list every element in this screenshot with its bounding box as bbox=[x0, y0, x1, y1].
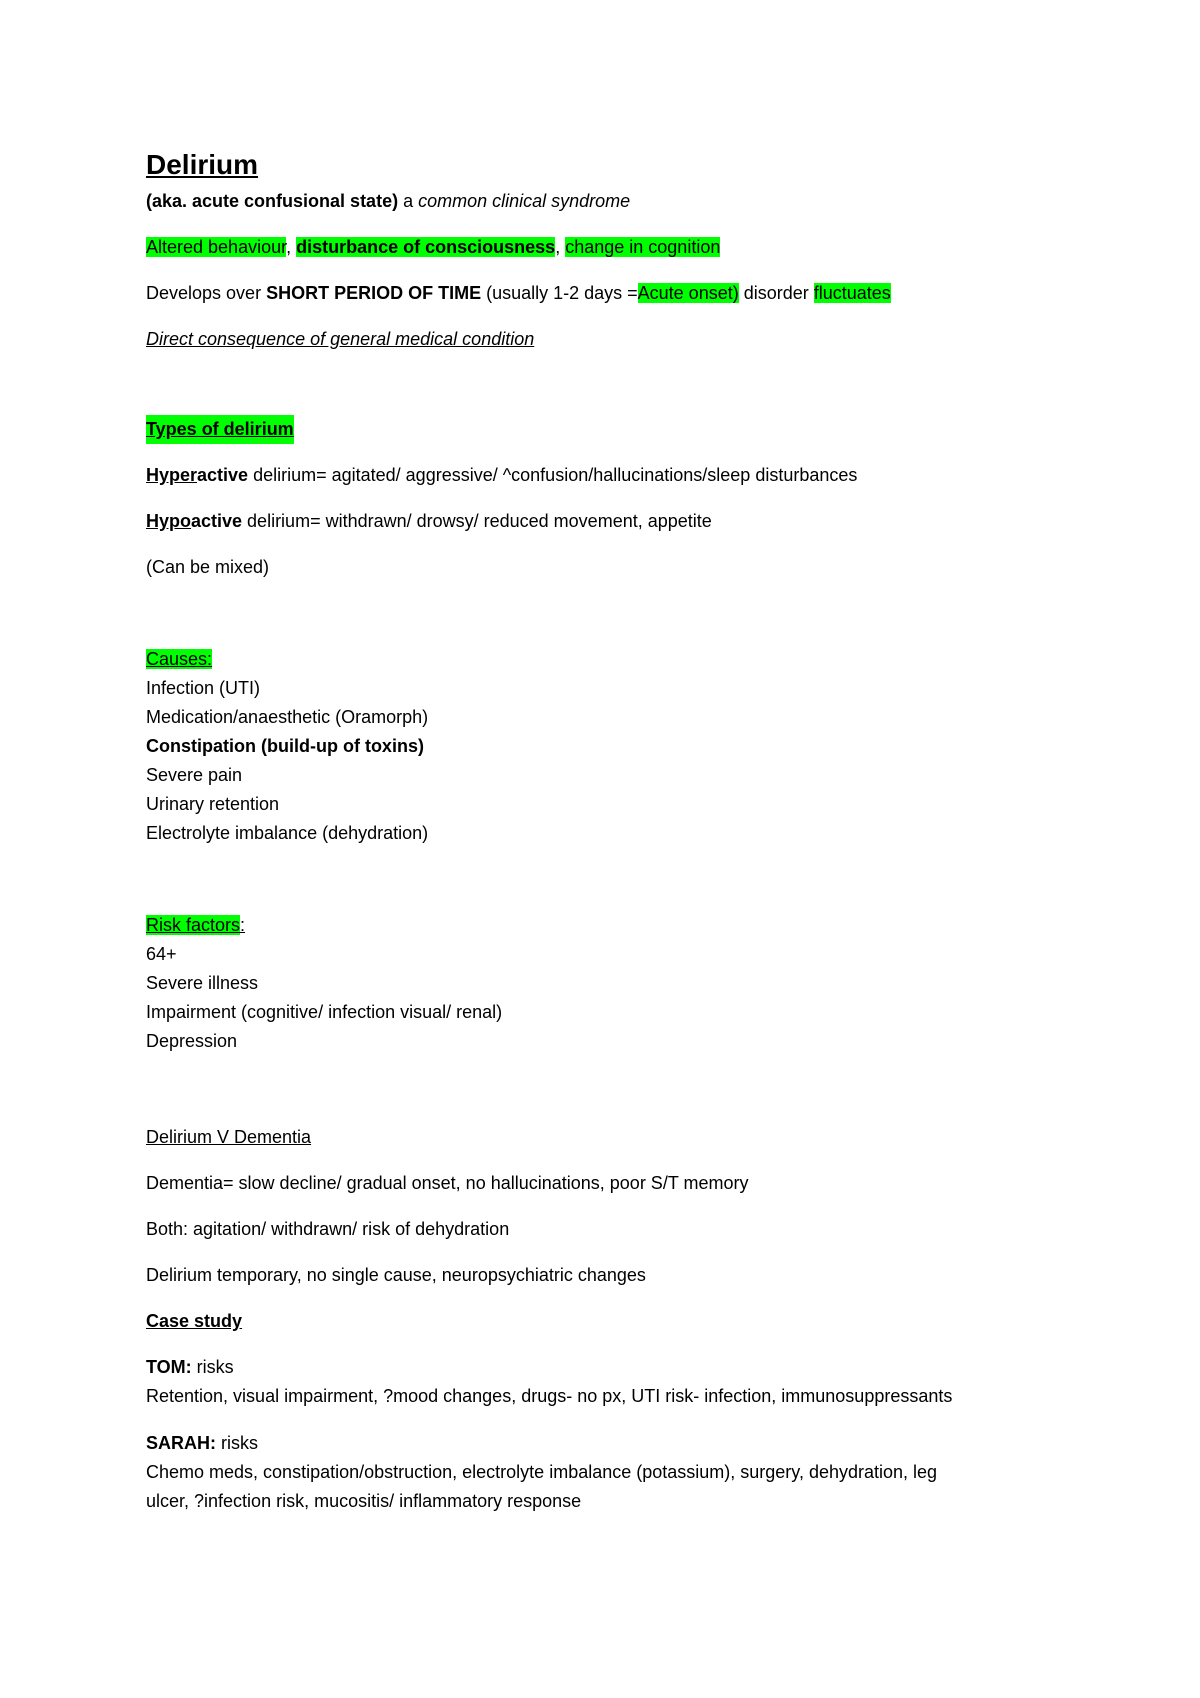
develops-disorder: disorder bbox=[738, 283, 814, 303]
tom-block bbox=[146, 1353, 952, 1411]
list-item: Severe pain bbox=[146, 765, 243, 785]
list-item: Medication/anaesthetic (Oramorph) bbox=[146, 707, 429, 727]
highlight-altered-behaviour: Altered behaviour bbox=[146, 237, 287, 257]
highlight-fluctuates: fluctuates bbox=[813, 283, 891, 303]
risk-heading-colon: : bbox=[240, 915, 246, 935]
highlight-change-cognition: change in cognition bbox=[565, 237, 721, 257]
mixed-line: (Can be mixed) bbox=[146, 557, 270, 577]
develops-middle: (usually 1-2 days = bbox=[481, 283, 638, 303]
list-item: Severe illness bbox=[146, 973, 259, 993]
versus-heading: Delirium V Dementia bbox=[146, 1127, 312, 1147]
causes-section bbox=[146, 645, 428, 848]
sarah-name: SARAH: bbox=[146, 1433, 216, 1453]
aka-connector-text: a bbox=[398, 191, 419, 211]
case-study-heading: Case study bbox=[146, 1311, 243, 1331]
causes-heading: Causes: bbox=[146, 649, 213, 669]
tom-name: TOM: bbox=[146, 1357, 192, 1377]
hypoactive-line bbox=[146, 507, 712, 536]
direct-consequence-line: Direct consequence of general medical condition bbox=[146, 329, 535, 349]
aka-italic-text: common clinical syndrome bbox=[418, 191, 631, 211]
sarah-details-line: Chemo meds, constipation/obstruction, electrolyte imbalance (potassium), surgery, dehydration, leg bbox=[146, 1462, 938, 1482]
hypo-prefix: Hypo bbox=[146, 511, 191, 531]
hyperactive-line bbox=[146, 461, 857, 490]
list-item: 64+ bbox=[146, 944, 177, 964]
hypo-description: delirium= withdrawn/ drowsy/ reduced movement, appetite bbox=[242, 511, 712, 531]
dementia-line: Dementia= slow decline/ gradual onset, no hallucinations, poor S/T memory bbox=[146, 1173, 749, 1193]
types-heading: Types of delirium bbox=[146, 415, 294, 444]
list-item: Constipation (build-up of toxins) bbox=[146, 736, 424, 756]
develops-line bbox=[146, 279, 891, 308]
list-item: Electrolyte imbalance (dehydration) bbox=[146, 823, 429, 843]
features-separator: , bbox=[286, 237, 297, 257]
both-line: Both: agitation/ withdrawn/ risk of dehydration bbox=[146, 1219, 510, 1239]
sarah-details-line: ulcer, ?infection risk, mucositis/ inflammatory response bbox=[146, 1491, 582, 1511]
highlight-acute-onset: Acute onset) bbox=[637, 283, 739, 303]
sarah-block bbox=[146, 1429, 937, 1516]
hyper-prefix: Hyper bbox=[146, 465, 198, 485]
short-period-text: SHORT PERIOD OF TIME bbox=[266, 283, 482, 303]
list-item: Depression bbox=[146, 1031, 238, 1051]
hyper-active: active bbox=[197, 465, 249, 485]
tom-details: Retention, visual impairment, ?mood changes, drugs- no px, UTI risk- infection, immunosuppressants bbox=[146, 1386, 953, 1406]
delirium-temporary-line: Delirium temporary, no single cause, neuropsychiatric changes bbox=[146, 1265, 646, 1285]
aka-line bbox=[146, 187, 630, 216]
tom-risks-label: risks bbox=[191, 1357, 234, 1377]
hypo-active: active bbox=[191, 511, 243, 531]
features-line bbox=[146, 233, 720, 262]
risk-heading: Risk factors bbox=[146, 915, 241, 935]
page-title: Delirium bbox=[146, 149, 259, 180]
hyper-description: delirium= agitated/ aggressive/ ^confusion/hallucinations/sleep disturbances bbox=[248, 465, 858, 485]
develops-prefix: Develops over bbox=[146, 283, 267, 303]
sarah-risks-label: risks bbox=[216, 1433, 258, 1453]
aka-bold-text: (aka. acute confusional state) bbox=[146, 191, 399, 211]
list-item: Infection (UTI) bbox=[146, 678, 261, 698]
highlight-disturbance-consciousness: disturbance of consciousness bbox=[296, 237, 556, 257]
features-separator: , bbox=[555, 237, 566, 257]
list-item: Urinary retention bbox=[146, 794, 280, 814]
risk-section bbox=[146, 911, 502, 1056]
list-item: Impairment (cognitive/ infection visual/ renal) bbox=[146, 1002, 503, 1022]
